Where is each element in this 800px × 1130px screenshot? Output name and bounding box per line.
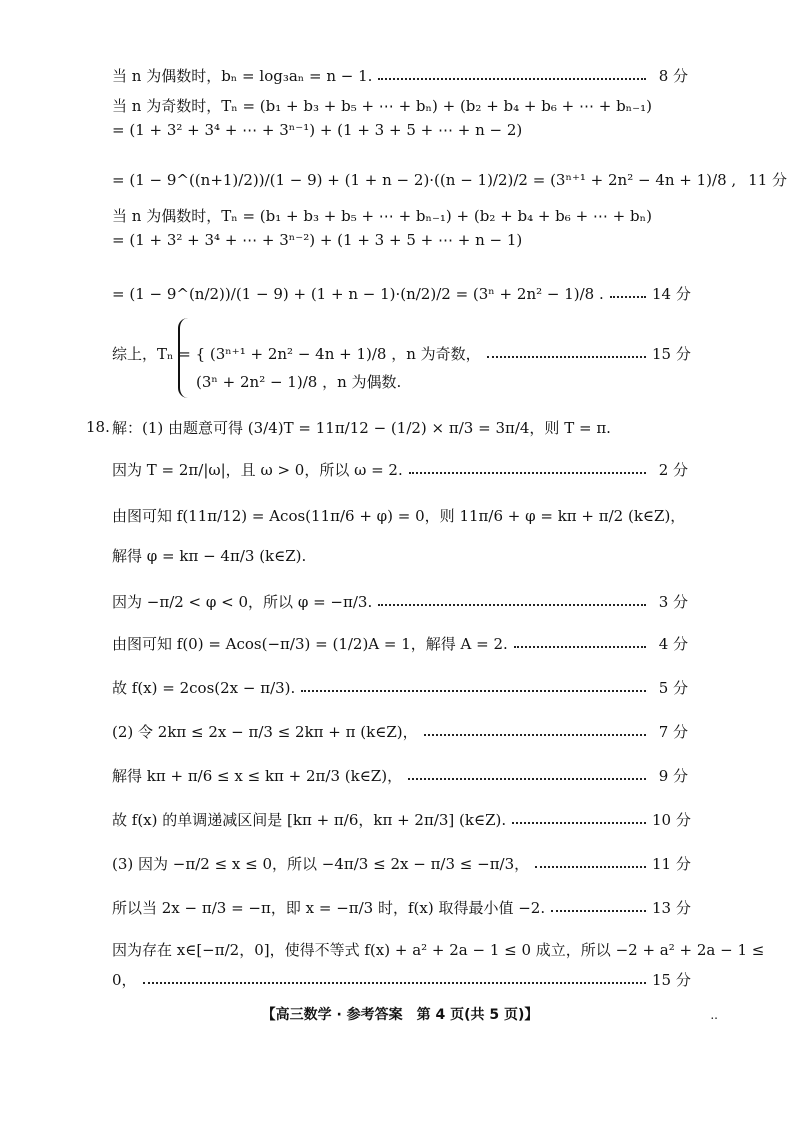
- answer-text: (3) 因为 −π/2 ≤ x ≤ 0，所以 −4π/3 ≤ 2x − π/3 ≤ −π/3，: [112, 855, 530, 873]
- answer-text: 当 n 为奇数时，Tₙ = (b₁ + b₃ + b₅ + ⋯ + bₙ) + (b₂ + b₄ + b₆ + ⋯ + bₙ₋₁): [112, 97, 652, 115]
- answer-line: [112, 940, 765, 960]
- score-mark: 11 分: [652, 855, 691, 873]
- answer-line: [112, 418, 688, 438]
- score-mark: 4 分: [658, 635, 688, 653]
- leader-dots: [424, 734, 646, 736]
- answer-line: [112, 230, 688, 250]
- answer-line: [112, 634, 688, 654]
- answer-text: = (1 + 3² + 3⁴ + ⋯ + 3ⁿ⁻²) + (1 + 3 + 5 + ⋯ + n − 1): [112, 231, 523, 249]
- leader-dots: [551, 910, 646, 912]
- score-mark: 5 分: [658, 679, 688, 697]
- leader-dots: [610, 296, 646, 298]
- answer-text: 解：(1) 由题意可得 (3/4)T = 11π/12 − (1/2) × π/3 = 3π/4，则 T = π.: [112, 419, 611, 437]
- answer-line: [112, 810, 691, 830]
- answer-text: 所以当 2x − π/3 = −π，即 x = −π/3 时，f(x) 取得最小值 −2.: [112, 899, 546, 917]
- answer-text: 综上，Tₙ = { (3ⁿ⁺¹ + 2n² − 4n + 1)/8 ，n 为奇数，: [112, 345, 481, 363]
- answer-text: 由图可知 f(11π/12) = Acos(11π/6 + φ) = 0，则 11π/6 + φ = kπ + π/2 (k∈Z)，: [112, 507, 686, 525]
- leader-dots: [378, 78, 646, 80]
- score-mark: 9 分: [658, 767, 688, 785]
- answer-line: [196, 372, 688, 392]
- answer-line: [112, 898, 691, 918]
- answer-text: 故 f(x) 的单调递减区间是 [kπ + π/6，kπ + 2π/3] (k∈Z).: [112, 811, 507, 829]
- answer-text: (2) 令 2kπ ≤ 2x − π/3 ≤ 2kπ + π (k∈Z)，: [112, 723, 418, 741]
- answer-text: 当 n 为偶数时，Tₙ = (b₁ + b₃ + b₅ + ⋯ + bₙ₋₁) + (b₂ + b₄ + b₆ + ⋯ + bₙ): [112, 207, 652, 225]
- question-number: 18.: [86, 418, 110, 436]
- leader-dots: [512, 822, 646, 824]
- score-mark: 15 分: [652, 971, 691, 989]
- answer-text: 故 f(x) = 2cos(2x − π/3).: [112, 679, 296, 697]
- score-mark: 8 分: [658, 67, 688, 85]
- answer-line: [112, 546, 688, 566]
- answer-text: = (1 + 3² + 3⁴ + ⋯ + 3ⁿ⁻¹) + (1 + 3 + 5 + ⋯ + n − 2): [112, 121, 523, 139]
- page-footer: 【高三数学 · 参考答案 第 4 页(共 5 页)】: [261, 1007, 539, 1023]
- score-mark: 13 分: [652, 899, 691, 917]
- leader-dots: [143, 982, 646, 984]
- leader-dots: [301, 690, 646, 692]
- answer-text: 解得 φ = kπ − 4π/3 (k∈Z).: [112, 547, 307, 565]
- answer-text: = (1 − 9^((n+1)/2))/(1 − 9) + (1 + n − 2)·((n − 1)/2)/2 = (3ⁿ⁺¹ + 2n² − 4n + 1)/8 ,: [112, 171, 737, 189]
- answer-text: 由图可知 f(0) = Acos(−π/3) = (1/2)A = 1，解得 A = 2.: [112, 635, 508, 653]
- leader-dots: [535, 866, 646, 868]
- answer-line: [112, 854, 691, 874]
- answer-line: [112, 506, 688, 526]
- answer-text: 因为 −π/2 < φ < 0，所以 φ = −π/3.: [112, 593, 373, 611]
- answer-text: 当 n 为偶数时，bₙ = log₃aₙ = n − 1.: [112, 67, 373, 85]
- answer-text: = (1 − 9^(n/2))/(1 − 9) + (1 + n − 1)·(n/2)/2 = (3ⁿ + 2n² − 1)/8 .: [112, 285, 604, 303]
- score-mark: 10 分: [652, 811, 691, 829]
- answer-line: [112, 66, 688, 86]
- answer-line: [112, 206, 688, 226]
- answer-line: [112, 678, 688, 698]
- answer-text: (3ⁿ + 2n² − 1)/8 ，n 为偶数.: [196, 373, 402, 391]
- answer-text: 解得 kπ + π/6 ≤ x ≤ kπ + 2π/3 (k∈Z)，: [112, 767, 403, 785]
- answer-text: 因为存在 x∈[−π/2，0]，使得不等式 f(x) + a² + 2a − 1 ≤ 0 成立，所以 −2 + a² + 2a − 1 ≤: [112, 941, 765, 959]
- answer-line: [112, 722, 688, 742]
- score-mark: 3 分: [658, 593, 688, 611]
- leader-dots: [409, 472, 646, 474]
- leader-dots: [514, 646, 646, 648]
- score-mark: 2 分: [658, 461, 688, 479]
- answer-line: [112, 120, 688, 140]
- answer-line: [112, 970, 691, 990]
- leader-dots: [408, 778, 646, 780]
- answer-line: [112, 766, 688, 786]
- corner-mark: ..: [710, 1008, 718, 1022]
- answer-line: [112, 96, 688, 116]
- score-mark: 14 分: [652, 285, 691, 303]
- answer-line: [112, 460, 688, 480]
- score-mark: 11 分: [748, 171, 788, 189]
- leader-dots: [487, 356, 646, 358]
- answer-text: 0，: [112, 971, 137, 989]
- leader-dots: [378, 604, 646, 606]
- answer-text: 因为 T = 2π/|ω|，且 ω > 0，所以 ω = 2.: [112, 461, 403, 479]
- answer-line: [112, 170, 788, 190]
- score-mark: 15 分: [652, 345, 691, 363]
- answer-line: [112, 284, 691, 304]
- score-mark: 7 分: [658, 723, 688, 741]
- answer-line: [112, 592, 688, 612]
- answer-line: [112, 344, 691, 364]
